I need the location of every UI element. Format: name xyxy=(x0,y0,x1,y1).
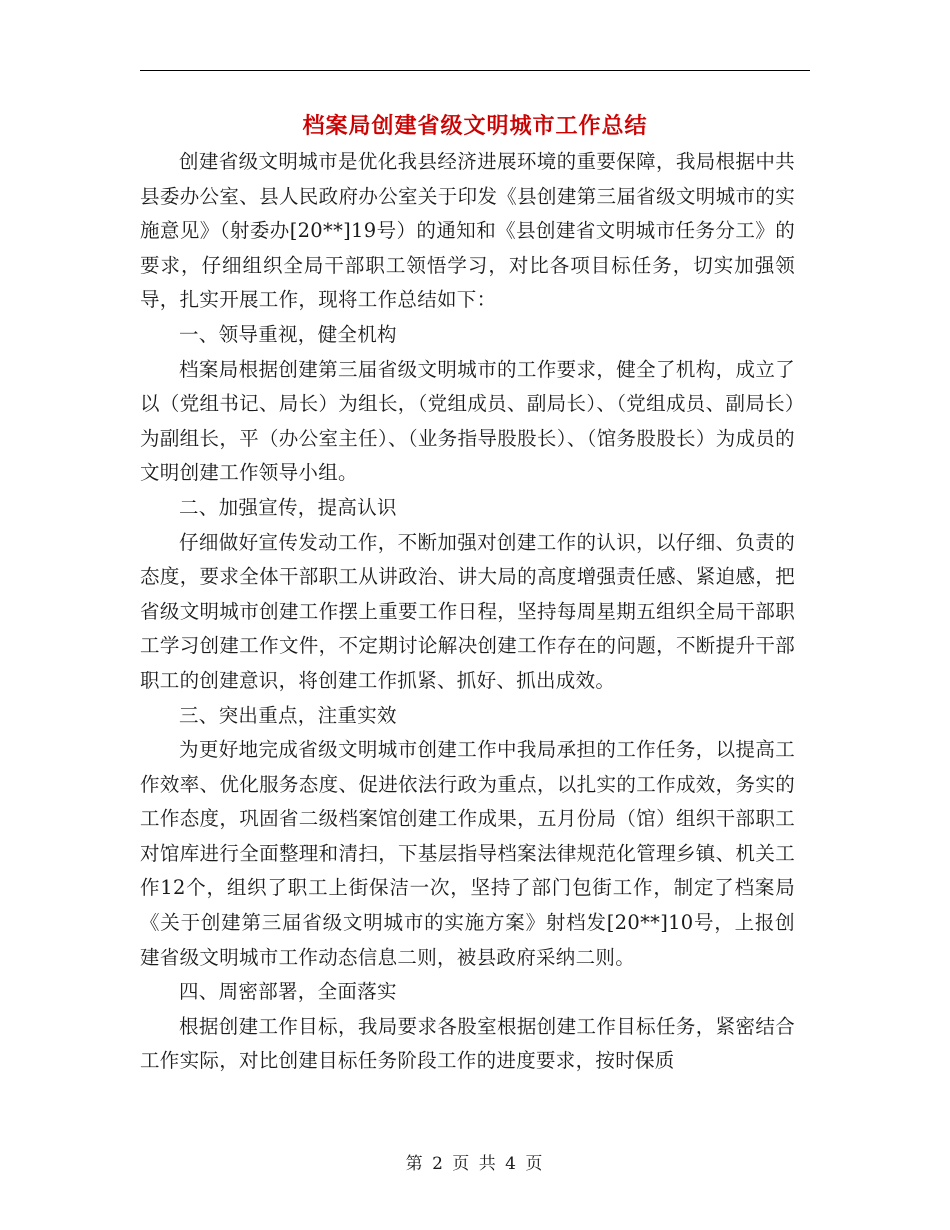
intro-paragraph: 创建省级文明城市是优化我县经济进展环境的重要保障，我局根据中共县委办公室、县人民政府办公室关于印发《县创建第三届省级文明城市的实施意见》（射委办[20**]19号）的通知和《县创建省文明城市任务分工》的要求，仔细组织全局干部职工领悟学习，对比各项目标任务，切实加强领导，扎实开展工作，现将工作总结如下： xyxy=(140,150,795,312)
section-heading-1: 一、领导重视，健全机构 xyxy=(179,322,397,346)
document-body xyxy=(140,145,795,1079)
section-paragraph-2: 仔细做好宣传发动工作，不断加强对创建工作的认识，以仔细、负责的态度，要求全体干部职工从讲政治、讲大局的高度增强责任感、紧迫感，把省级文明城市创建工作摆上重要工作日程，坚持每周星期五组织全局干部职工学习创建工作文件，不定期讨论解决创建工作存在的问题，不断提升干部职工的创建意识，将创建工作抓紧、抓好、抓出成效。 xyxy=(140,530,795,692)
header-rule xyxy=(140,70,810,71)
section-paragraph-1: 档案局根据创建第三届省级文明城市的工作要求，健全了机构，成立了以（党组书记、局长）为组长，（党组成员、副局长）、（党组成员、副局长）为副组长，平（办公室主任）、（业务指导股股长）、（馆务股股长）为成员的文明创建工作领导小组。 xyxy=(140,357,795,485)
section-heading-4: 四、周密部署，全面落实 xyxy=(179,980,397,1004)
section-heading-2: 二、加强宣传，提高认识 xyxy=(179,495,397,519)
document-title: 档案局创建省级文明城市工作总结 xyxy=(302,113,648,139)
section-paragraph-4: 根据创建工作目标，我局要求各股室根据创建工作目标任务，紧密结合工作实际，对比创建目标任务阶段工作的进度要求，按时保质 xyxy=(140,1014,795,1073)
page-number: 第 2 页 共 4 页 xyxy=(405,1154,545,1174)
section-heading-3: 三、突出重点，注重实效 xyxy=(179,703,397,727)
section-paragraph-3: 为更好地完成省级文明城市创建工作中我局承担的工作任务，以提高工作效率、优化服务态度、促进依法行政为重点，以扎实的工作成效，务实的工作态度，巩固省二级档案馆创建工作成果，五月份局（馆）组织干部职工对馆库进行全面整理和清扫，下基层指导档案法律规范化管理乡镇、机关工作12个，组织了职工上街保洁一次，坚持了部门包街工作，制定了档案局《关于创建第三届省级文明城市的实施方案》射档发[20**]10号，上报创建省级文明城市工作动态信息二则，被县政府采纳二则。 xyxy=(140,738,795,969)
